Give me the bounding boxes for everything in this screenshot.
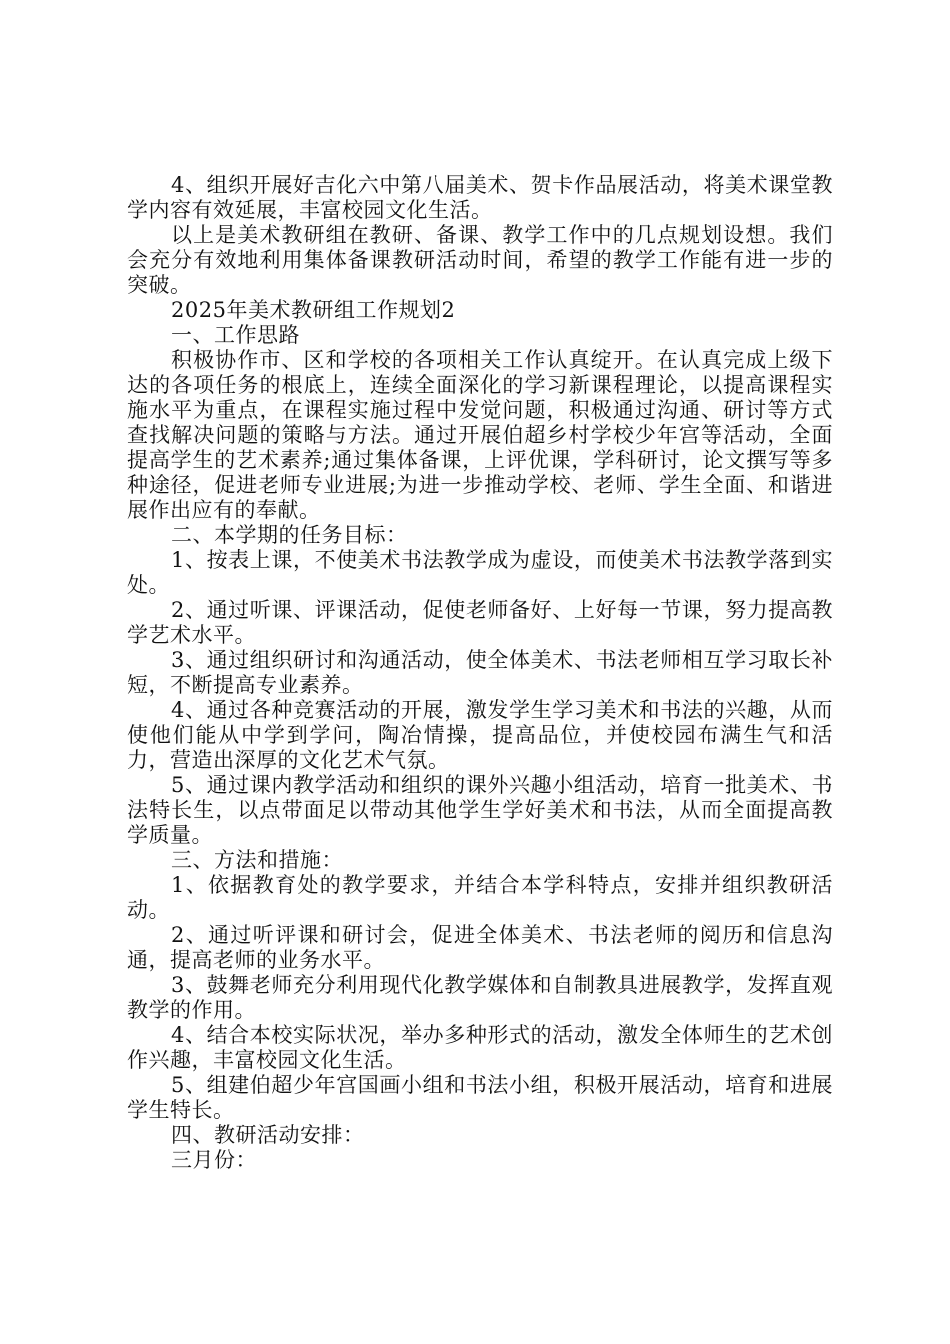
goal-item-3: 3、通过组织研讨和沟通活动，使全体美术、书法老师相互学习取长补短，不断提高专业素养。	[127, 648, 833, 697]
method-item-5: 5、组建伯超少年宫国画小组和书法小组，积极开展活动，培育和进展学生特长。	[127, 1073, 833, 1122]
goal-item-4: 4、通过各种竞赛活动的开展，激发学生学习美术和书法的兴趣，从而使他们能从中学到学问，陶冶情操，提高品位，并使校园布满生气和活力，营造出深厚的文化艺术气氛。	[127, 698, 833, 772]
schedule-march: 三月份：	[171, 1148, 257, 1172]
method-item-1: 1、依据教育处的教学要求，并结合本学科特点，安排并组织教研活动。	[127, 873, 833, 922]
paragraph-work-ideas: 积极协作市、区和学校的各项相关工作认真绽开。在认真完成上级下达的各项任务的根底上，连续全面深化的学习新课程理论，以提高课程实施水平为重点，在课程实施过程中发觉问题，积极通过沟通、研讨等方式查找解决问题的策略与方法。通过开展伯超乡村学校少年宫等活动，全面提高学生的艺术素养;通过集体备课，上评优课，学科研讨，论文撰写等多种途径，促进老师专业进展;为进一步推动学校、老师、学生全面、和谐进展作出应有的奉献。	[127, 348, 833, 522]
method-item-3: 3、鼓舞老师充分利用现代化教学媒体和自制教具进展教学，发挥直观教学的作用。	[127, 973, 833, 1022]
heading-methods: 三、方法和措施：	[171, 848, 343, 872]
paragraph-summary: 以上是美术教研组在教研、备课、教学工作中的几点规划设想。我们会充分有效地利用集体备课教研活动时间，希望的教学工作能有进一步的突破。	[127, 223, 833, 297]
heading-semester-goals: 二、本学期的任务目标：	[171, 523, 408, 547]
goal-item-2: 2、通过听课、评课活动，促使老师备好、上好每一节课，努力提高教学艺术水平。	[127, 598, 833, 647]
document-body	[127, 173, 833, 1173]
goal-item-5: 5、通过课内教学活动和组织的课外兴趣小组活动，培育一批美术、书法特长生，以点带面足以带动其他学生学好美术和书法，从而全面提高教学质量。	[127, 773, 833, 847]
paragraph-exhibition-activity: 4、组织开展好吉化六中第八届美术、贺卡作品展活动，将美术课堂教学内容有效延展，丰富校园文化生活。	[127, 173, 833, 222]
method-item-4: 4、结合本校实际状况，举办多种形式的活动，激发全体师生的艺术创作兴趣，丰富校园文化生活。	[127, 1023, 833, 1072]
goal-item-1: 1、按表上课，不使美术书法教学成为虚设，而使美术书法教学落到实处。	[127, 548, 833, 597]
section-title-plan-2: 2025年美术教研组工作规划2	[171, 298, 456, 322]
heading-work-ideas: 一、工作思路	[171, 323, 300, 347]
method-item-2: 2、通过听评课和研讨会，促进全体美术、书法老师的阅历和信息沟通，提高老师的业务水平。	[127, 923, 833, 972]
heading-activity-schedule: 四、教研活动安排：	[171, 1123, 365, 1147]
